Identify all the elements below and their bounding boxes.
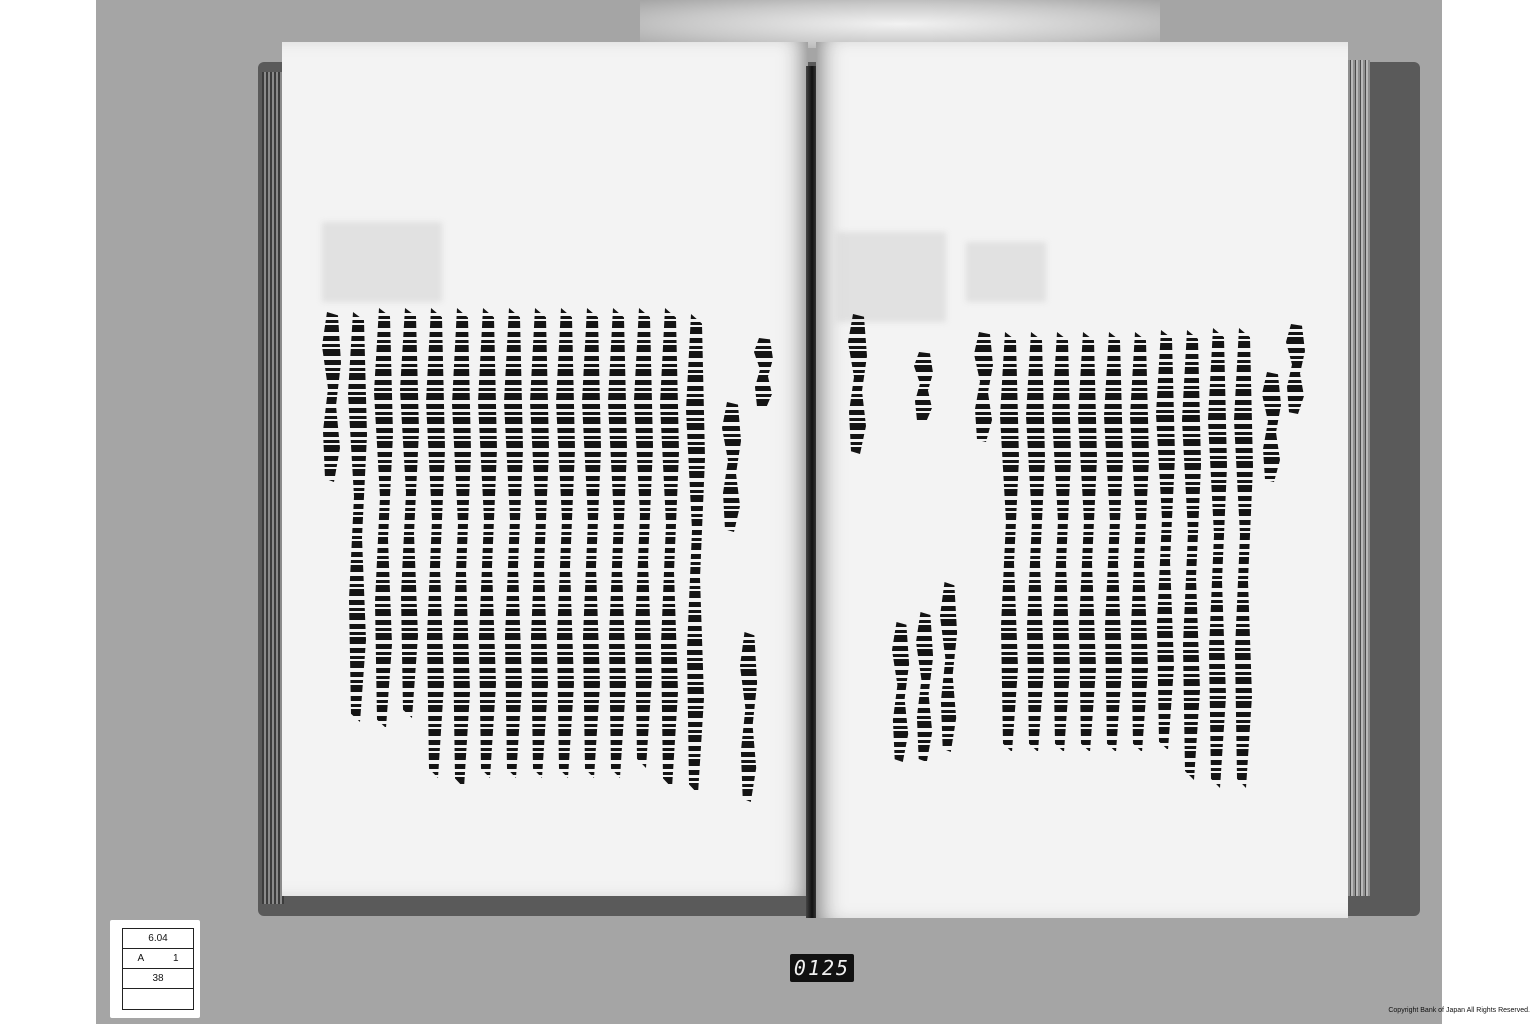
handwritten-column: [1078, 332, 1098, 752]
handwritten-column: [582, 308, 602, 778]
frame-number: 0125: [790, 954, 854, 982]
handwritten-column: [1052, 332, 1072, 752]
handwritten-column: [686, 314, 706, 794]
handwritten-column: [1182, 330, 1202, 780]
handwritten-column: [400, 308, 420, 718]
handwritten-column: [1130, 332, 1150, 752]
copyright-notice: Copyright Bank of Japan All Rights Reserved.: [1388, 1007, 1530, 1014]
signature-column: [940, 582, 958, 752]
handwritten-column: [974, 332, 994, 442]
classification-cell: 6.04: [123, 929, 193, 949]
empty-cell: [123, 989, 193, 1011]
archive-label-table: [122, 928, 194, 1010]
left-page-edges: [262, 72, 284, 904]
handwritten-column: [322, 312, 342, 482]
volume-cell: 38: [123, 969, 193, 989]
handwritten-column: [1208, 328, 1228, 788]
handwritten-column: [1000, 332, 1020, 752]
series-row: [123, 949, 193, 969]
handwritten-column: [530, 308, 550, 778]
handwritten-column: [634, 308, 654, 768]
handwritten-column: [478, 308, 498, 778]
handwritten-column: [348, 312, 368, 722]
handwritten-column: [1104, 332, 1124, 752]
signature-column: [916, 612, 934, 762]
date-column: [754, 338, 774, 408]
bleed-through: [322, 222, 442, 302]
handwritten-column: [452, 308, 472, 788]
scan-highlight: [640, 0, 1160, 48]
handwritten-column: [426, 308, 446, 778]
handwritten-column: [608, 308, 628, 778]
archive-label: [110, 920, 200, 1018]
handwritten-column: [1286, 324, 1306, 414]
handwritten-column: [1026, 332, 1046, 752]
bleed-through: [966, 242, 1046, 302]
handwritten-column: [374, 308, 394, 728]
date-column: [914, 352, 934, 422]
left-page: [282, 42, 808, 896]
signature-column: [740, 632, 758, 802]
series-number-cell: 1: [172, 953, 179, 964]
bleed-through: [836, 232, 946, 322]
handwritten-column: [1156, 330, 1176, 750]
handwritten-column: [556, 308, 576, 778]
handwritten-column: [1262, 372, 1282, 482]
handwritten-column: [660, 308, 680, 788]
series-letter-cell: A: [137, 953, 145, 964]
right-page: [816, 42, 1348, 918]
signature-column: [892, 622, 910, 762]
handwritten-column: [848, 314, 868, 454]
handwritten-column: [722, 402, 742, 532]
handwritten-column: [1234, 328, 1254, 788]
handwritten-column: [504, 308, 524, 778]
